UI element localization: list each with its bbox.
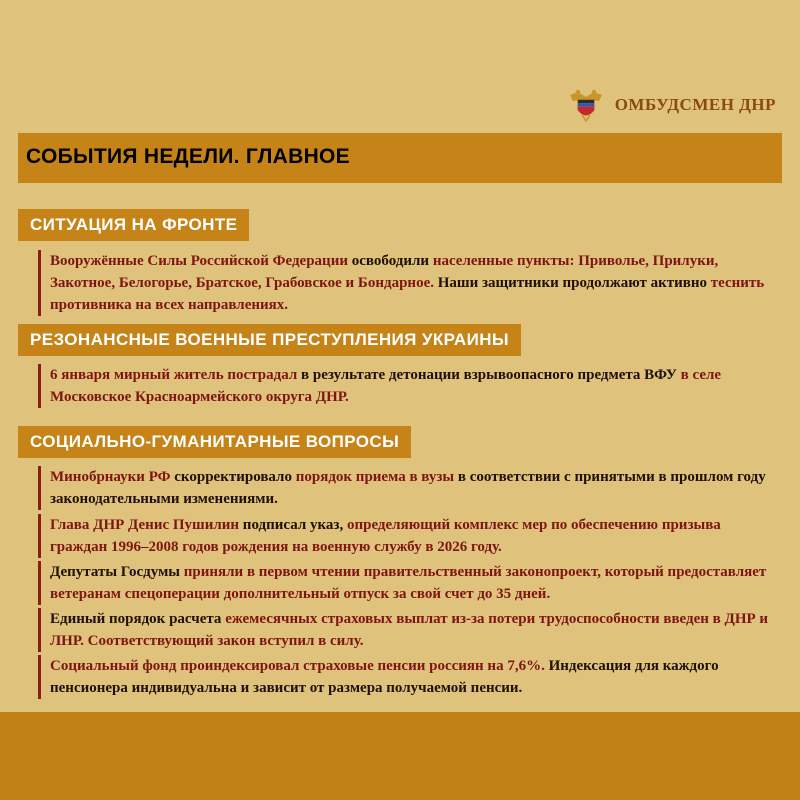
brand-name: ОМБУДСМЕН ДНР bbox=[614, 95, 776, 114]
page-title-bar bbox=[18, 133, 782, 183]
highlighted-text: населенные пункты: Приволье, Прилуки, Закотное, Белогорье, Братское, Грабовское и Бондарное. bbox=[50, 253, 719, 291]
body-text: освободили bbox=[348, 253, 433, 269]
section-social-item-3 bbox=[38, 561, 770, 605]
highlighted-text: приняли в первом чтении правительственный законопроект, который предоставляет ветеранам спецоперации дополнительный отпуск за свой счет до 35 дней. bbox=[50, 564, 767, 602]
highlighted-text: порядок приема в вузы bbox=[295, 469, 455, 485]
highlighted-text: 6 января мирный житель пострадал bbox=[50, 367, 298, 383]
highlighted-text: теснить противника на всех направлениях. bbox=[50, 275, 765, 313]
highlighted-text: Вооружённые Силы Российской Федерации bbox=[50, 253, 348, 269]
footer-bar bbox=[0, 712, 800, 800]
body-text: Наши защитники продолжают активно bbox=[433, 275, 711, 291]
emblem-icon bbox=[567, 88, 605, 122]
highlighted-text: Глава ДНР Денис Пушилин bbox=[50, 517, 240, 533]
body-text: Единый порядок расчета bbox=[50, 611, 226, 627]
body-text: в соответствии с принятыми в прошлом году законодательными изменениями. bbox=[50, 469, 766, 507]
section-war-crimes-item-1 bbox=[38, 364, 770, 408]
body-text: подписал указ, bbox=[239, 517, 347, 533]
section-social-item-2 bbox=[38, 514, 770, 558]
body-text: в результате детонации взрывоопасного предмета ВФУ bbox=[297, 367, 681, 383]
section-social-header: СОЦИАЛЬНО-ГУМАНИТАРНЫЕ ВОПРОСЫ bbox=[18, 426, 411, 458]
section-front-header: СИТУАЦИЯ НА ФРОНТЕ bbox=[18, 209, 249, 241]
highlighted-text: в селе Московское Красноармейского округа ДНР. bbox=[50, 367, 722, 405]
highlighted-text: Социальный фонд проиндексировал страховые пенсии россиян на 7,6%. bbox=[50, 658, 545, 674]
section-social-item-1 bbox=[38, 466, 770, 510]
brand bbox=[567, 88, 776, 122]
highlighted-text: ежемесячных страховых выплат из-за потери трудоспособности введен в ДНР и ЛНР. Соответствующий закон вступил в силу. bbox=[50, 611, 769, 649]
highlighted-text: определяющий комплекс мер по обеспечению призыва граждан 1996–2008 годов рождения на военную службу в 2026 году. bbox=[50, 517, 721, 555]
section-front-item-1 bbox=[38, 250, 770, 316]
body-text: Индексация для каждого пенсионера индивидуальна и зависит от размера получаемой пенсии. bbox=[50, 658, 719, 696]
body-text: Депутаты Госдумы bbox=[50, 564, 180, 580]
page-title: СОБЫТИЯ НЕДЕЛИ. ГЛАВНОЕ bbox=[26, 145, 350, 168]
body-text: скорректировало bbox=[170, 469, 296, 485]
highlighted-text: Минобрнауки РФ bbox=[50, 469, 171, 485]
section-war-crimes-header: РЕЗОНАНСНЫЕ ВОЕННЫЕ ПРЕСТУПЛЕНИЯ УКРАИНЫ bbox=[18, 324, 521, 356]
section-social-item-5 bbox=[38, 655, 770, 699]
section-social-item-4 bbox=[38, 608, 770, 652]
